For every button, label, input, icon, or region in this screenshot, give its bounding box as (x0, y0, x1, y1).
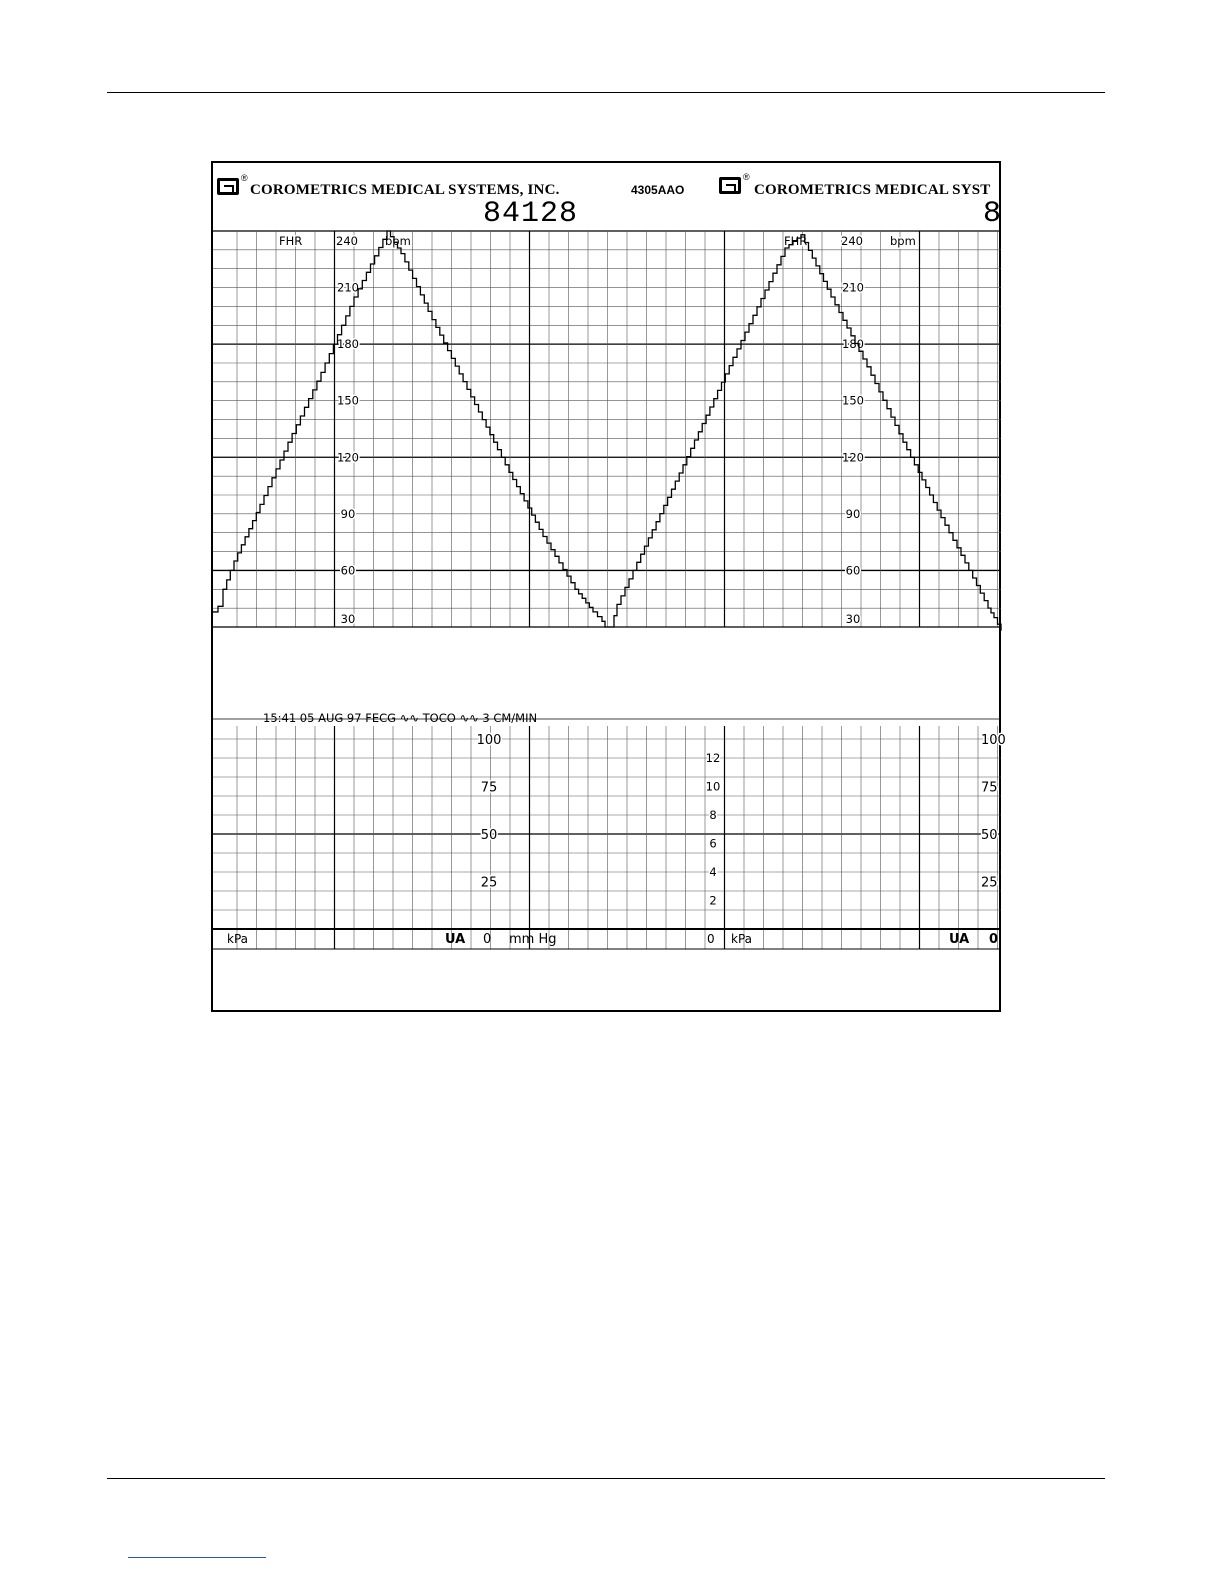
fhr-tick-label: 150 (337, 393, 359, 408)
fhr-tick-label: 180 (842, 337, 864, 352)
annotation-text: 15:41 05 AUG 97 FECG ∿∿ TOCO ∿∿ 3 CM/MIN (263, 711, 538, 725)
fhr-tick-label: 30 (340, 612, 356, 626)
registered-mark: ® (743, 172, 750, 182)
fhr-top-value-label: 240 (336, 234, 358, 248)
fhr-tick-label: 210 (337, 280, 359, 295)
fhr-grid (213, 231, 1001, 627)
fhr-tick-label: 180 (337, 337, 359, 352)
ua-grid (213, 719, 1001, 949)
ua-kpa-tick-label: 8 (709, 807, 717, 822)
fhr-tick-label: 120 (337, 450, 359, 465)
fhr-unit-label: bpm (385, 234, 411, 248)
footnote-link-underline[interactable] (128, 1557, 266, 1558)
ua-kpa-tick-label: 6 (709, 836, 717, 851)
ua-footer-kpa-zero: 0 (707, 932, 715, 946)
registered-mark: ® (241, 173, 248, 183)
fhr-axis-labels (279, 234, 916, 626)
fhr-tick-label: 210 (842, 280, 864, 295)
fhr-tick-label: 120 (842, 450, 864, 465)
serial-number-cut: 8 (983, 197, 1003, 231)
serial-number: 84128 (483, 197, 579, 231)
chart-strip (213, 163, 1006, 1012)
ua-footer-kpa-left: kPa (227, 932, 248, 946)
ua-footer-zero: 0 (483, 932, 492, 947)
ua-mmhg-tick-label-right: 100 (981, 733, 1006, 748)
ua-kpa-tick-label: 2 (709, 893, 717, 908)
fhr-title-label: FHR (279, 234, 303, 248)
ua-mmhg-tick-label-right: 50 (981, 828, 998, 843)
ua-axis-labels (227, 733, 1006, 947)
fhr-title-label: FHR (784, 234, 808, 248)
ua-footer-ua: UA (445, 932, 466, 947)
ua-footer-mmhg: mm Hg (509, 932, 557, 947)
fhr-tick-label: 90 (845, 506, 861, 521)
ua-mmhg-tick-label: 25 (480, 875, 498, 891)
figure-frame (211, 161, 1006, 1012)
part-number: 4305AAO (631, 183, 685, 197)
fhr-unit-label: bpm (890, 234, 916, 248)
fhr-tick-label: 30 (845, 612, 861, 626)
fhr-tick-label: 150 (842, 393, 864, 408)
fhr-top-value-label: 240 (841, 234, 863, 248)
company-name-right: COROMETRICS MEDICAL SYST (754, 182, 991, 198)
ua-mmhg-tick-label: 75 (480, 780, 498, 796)
company-name-left: COROMETRICS MEDICAL SYSTEMS, INC. (250, 182, 560, 198)
ua-kpa-tick-label: 10 (705, 779, 721, 794)
ua-footer-kpa: kPa (731, 932, 752, 946)
bottom-rule (107, 1478, 1105, 1479)
ua-mmhg-tick-label: 50 (480, 828, 498, 843)
ua-footer-zero-right: 0 (989, 932, 999, 947)
ua-footer-ua-right: UA (949, 932, 970, 947)
ua-mmhg-tick-label-right: 75 (981, 780, 998, 796)
top-rule (107, 92, 1105, 93)
fhr-tick-label: 60 (340, 563, 356, 578)
ua-kpa-tick-label: 12 (705, 750, 721, 765)
ua-kpa-tick-label: 4 (709, 864, 717, 879)
fhr-tick-label: 90 (340, 506, 356, 521)
ua-mmhg-tick-label: 100 (476, 733, 502, 748)
ua-mmhg-tick-label-right: 25 (981, 875, 998, 891)
fhr-tick-label: 60 (845, 563, 861, 578)
